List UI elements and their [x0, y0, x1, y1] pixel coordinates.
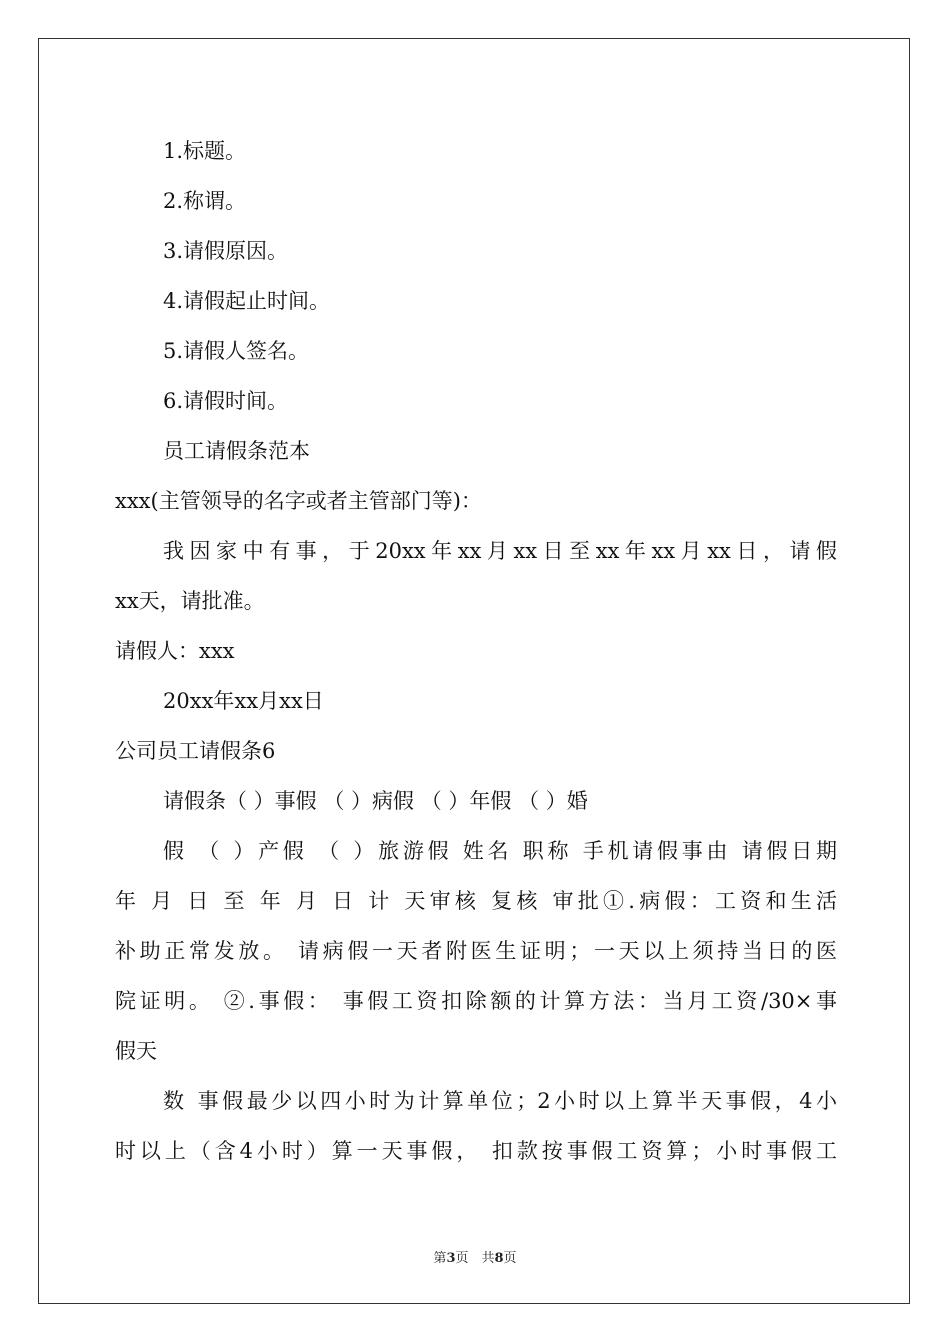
body-paragraph-line: 数 事假最少以四小时为计算单位；2小时以上算半天事假，4小 — [163, 1089, 837, 1113]
body-paragraph-line: 补助正常发放。 请病假一天者附医生证明；一天以上须持当日的医 — [115, 939, 837, 963]
list-item: 1.标题。 — [163, 139, 247, 163]
list-item: 3.请假原因。 — [163, 239, 289, 263]
body-paragraph-line: 院证明。 ②.事假： 事假工资扣除额的计算方法：当月工资/30×事 — [115, 989, 837, 1013]
list-item: 2.称谓。 — [163, 189, 247, 213]
body-paragraph-line: 请假条（ ）事假 （ ）病假 （ ）年假 （ ）婚 — [163, 789, 588, 813]
document-body — [115, 126, 837, 1176]
date-line: 20xx年xx月xx日 — [163, 689, 324, 713]
body-paragraph-line: 年 月 日 至 年 月 日 计 天审核 复核 审批①.病假：工资和生活 — [115, 889, 837, 913]
section-heading: 员工请假条范本 — [163, 439, 310, 463]
body-paragraph-line: 时以上（含4小时）算一天事假， 扣款按事假工资算；小时事假工 — [115, 1139, 837, 1163]
page-current: 3 — [446, 1251, 456, 1266]
page-mid: 页 共 — [455, 1251, 495, 1266]
body-paragraph-line: 我因家中有事，于20xx年xx月xx日至xx年xx月xx日，请假 — [163, 539, 837, 563]
signature-line: 请假人：xxx — [115, 639, 235, 663]
page-prefix: 第 — [433, 1251, 447, 1266]
salutation: xxx(主管领导的名字或者主管部门等)： — [115, 489, 482, 513]
page-suffix: 页 — [503, 1251, 517, 1266]
page-total: 8 — [494, 1251, 504, 1266]
section-heading: 公司员工请假条6 — [115, 739, 276, 763]
body-paragraph-line: 假 （ ）产假 （ ）旅游假 姓名 职称 手机请假事由 请假日期 — [163, 839, 837, 863]
body-paragraph-line: 假天 — [115, 1039, 157, 1063]
list-item: 5.请假人签名。 — [163, 339, 310, 363]
list-item: 4.请假起止时间。 — [163, 289, 331, 313]
body-paragraph-line: xx天，请批准。 — [115, 589, 265, 613]
list-item: 6.请假时间。 — [163, 389, 289, 413]
page-footer — [0, 1247, 950, 1266]
